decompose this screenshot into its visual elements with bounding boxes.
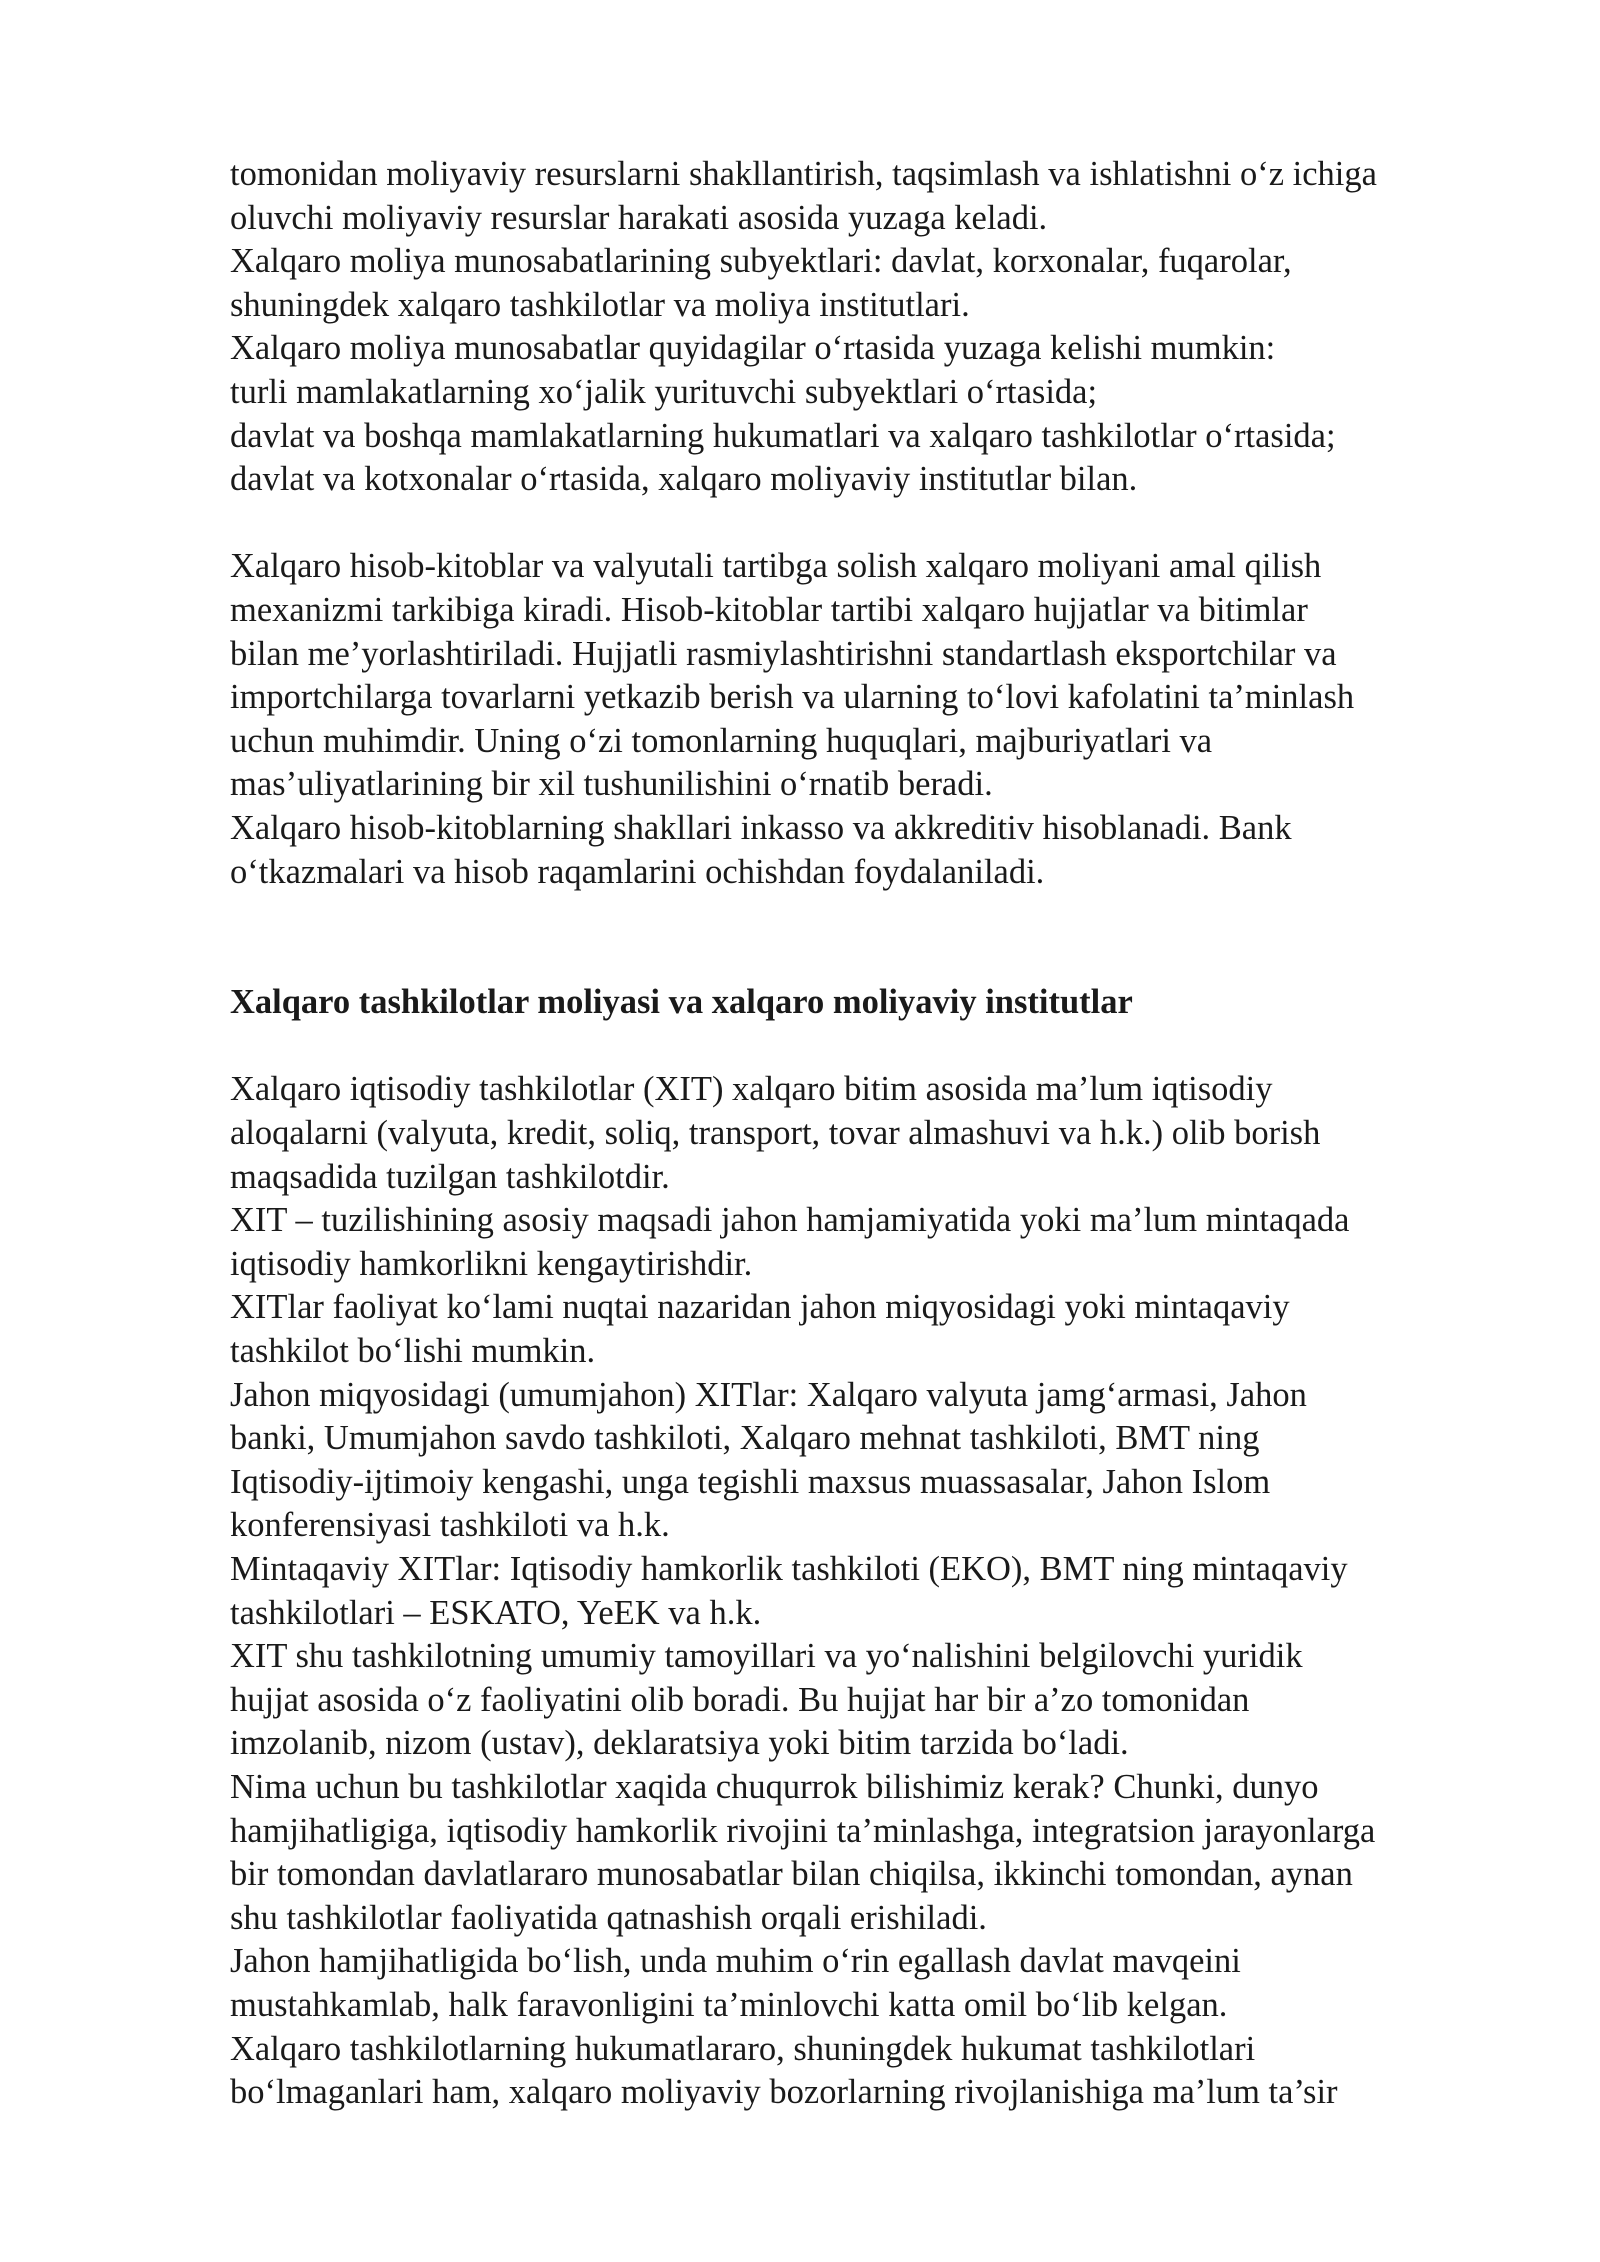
text-line: davlat va boshqa mamlakatlarning hukumatlari va xalqaro tashkilotlar o‘rtasida;	[230, 416, 1336, 455]
text-line: oluvchi moliyaviy resurslar harakati asosida yuzaga keladi.	[230, 198, 1048, 237]
text-line: bilan me’yorlashtiriladi. Hujjatli rasmiylashtirishni standartlash eksportchilar va	[230, 634, 1337, 673]
text-line: Xalqaro tashkilotlarning hukumatlararo, shuningdek hukumat tashkilotlari	[230, 2029, 1256, 2068]
text-line: maqsadida tuzilgan tashkilotdir.	[230, 1157, 670, 1196]
text-line: mexanizmi tarkibiga kiradi. Hisob-kitoblar tartibi xalqaro hujjatlar va bitimlar	[230, 590, 1308, 629]
text-line: Jahon miqyosidagi (umumjahon) XITlar: Xalqaro valyuta jamg‘armasi, Jahon	[230, 1375, 1307, 1414]
text-line: Xalqaro moliya munosabatlar quyidagilar o‘rtasida yuzaga kelishi mumkin:	[230, 329, 1276, 368]
paragraph-gap	[230, 1025, 1510, 1069]
text-line: shu tashkilotlar faoliyatida qatnashish orqali erishiladi.	[230, 1898, 987, 1937]
text-line: Xalqaro hisob-kitoblarning shakllari inkasso va akkreditiv hisoblanadi. Bank	[230, 808, 1292, 847]
text-line: imzolanib, nizom (ustav), deklaratsiya yoki bitim tarzida bo‘ladi.	[230, 1724, 1129, 1763]
text-line: tashkilot bo‘lishi mumkin.	[230, 1332, 596, 1371]
paragraph-gap	[230, 894, 1510, 981]
text-line: mustahkamlab, halk faravonligini ta’minlovchi katta omil bo‘lib kelgan.	[230, 1985, 1228, 2024]
text-line: Jahon hamjihatligida bo‘lish, unda muhim o‘rin egallash davlat mavqeini	[230, 1942, 1241, 1981]
text-line: uchun muhimdir. Uning o‘zi tomonlarning huquqlari, majburiyatlari va	[230, 721, 1213, 760]
paragraph-international-organizations	[230, 1068, 1510, 2114]
text-line: bir tomondan davlatlararo munosabatlar bilan chiqilsa, ikkinchi tomondan, aynan	[230, 1855, 1353, 1894]
paragraph-financial-relations	[230, 153, 1510, 502]
text-line: bo‘lmaganlari ham, xalqaro moliyaviy bozorlarning rivojlanishiga ma’lum ta’sir	[230, 2073, 1338, 2112]
text-line: turli mamlakatlarning xo‘jalik yurituvchi subyektlari o‘rtasida;	[230, 372, 1098, 411]
text-line: Iqtisodiy-ijtimoiy kengashi, unga tegishli maxsus muassasalar, Jahon Islom	[230, 1462, 1271, 1501]
section-heading: Xalqaro tashkilotlar moliyasi va xalqaro moliyaviy institutlar	[230, 983, 1133, 1022]
text-line: tashkilotlari – ESKATO, YeEK va h.k.	[230, 1593, 762, 1632]
text-line: importchilarga tovarlarni yetkazib berish va ularning to‘lovi kafolatini ta’minlash	[230, 678, 1355, 717]
text-line: hamjihatligiga, iqtisodiy hamkorlik rivojini ta’minlashga, integratsion jarayonlarga	[230, 1811, 1376, 1850]
text-line: XIT – tuzilishining asosiy maqsadi jahon hamjamiyatida yoki ma’lum mintaqada	[230, 1201, 1350, 1240]
text-line: XIT shu tashkilotning umumiy tamoyillari va yo‘nalishini belgilovchi yuridik	[230, 1637, 1303, 1676]
text-line: Xalqaro iqtisodiy tashkilotlar (XIT) xalqaro bitim asosida ma’lum iqtisodiy	[230, 1070, 1273, 1109]
text-line: iqtisodiy hamkorlikni kengaytirishdir.	[230, 1244, 753, 1283]
paragraph-settlements	[230, 545, 1510, 894]
paragraph-gap	[230, 502, 1510, 546]
text-line: aloqalarni (valyuta, kredit, soliq, transport, tovar almashuvi va h.k.) olib borish	[230, 1114, 1321, 1153]
document-page	[230, 153, 1510, 2115]
text-line: davlat va kotxonalar o‘rtasida, xalqaro moliyaviy institutlar bilan.	[230, 460, 1138, 499]
text-line: XITlar faoliyat ko‘lami nuqtai nazaridan jahon miqyosidagi yoki mintaqaviy	[230, 1288, 1290, 1327]
text-line: banki, Umumjahon savdo tashkiloti, Xalqaro mehnat tashkiloti, BMT ning	[230, 1419, 1260, 1458]
text-line: Xalqaro moliya munosabatlarining subyektlari: davlat, korxonalar, fuqarolar,	[230, 242, 1292, 281]
text-line: Xalqaro hisob-kitoblar va valyutali tartibga solish xalqaro moliyani amal qilish	[230, 547, 1322, 586]
text-line: hujjat asosida o‘z faoliyatini olib boradi. Bu hujjat har bir a’zo tomonidan	[230, 1680, 1250, 1719]
text-line: Mintaqaviy XITlar: Iqtisodiy hamkorlik tashkiloti (EKO), BMT ning mintaqaviy	[230, 1550, 1348, 1588]
text-line: tomonidan moliyaviy resurslarni shakllantirish, taqsimlash va ishlatishni o‘z ichiga	[230, 155, 1377, 193]
text-line: mas’uliyatlarining bir xil tushunilishini o‘rnatib beradi.	[230, 765, 993, 804]
text-line: konferensiyasi tashkiloti va h.k.	[230, 1506, 670, 1545]
text-line: shuningdek xalqaro tashkilotlar va moliya institutlari.	[230, 285, 970, 324]
text-line: o‘tkazmalari va hisob raqamlarini ochishdan foydalaniladi.	[230, 852, 1045, 891]
text-line: Nima uchun bu tashkilotlar xaqida chuqurrok bilishimiz kerak? Chunki, dunyo	[230, 1767, 1319, 1806]
